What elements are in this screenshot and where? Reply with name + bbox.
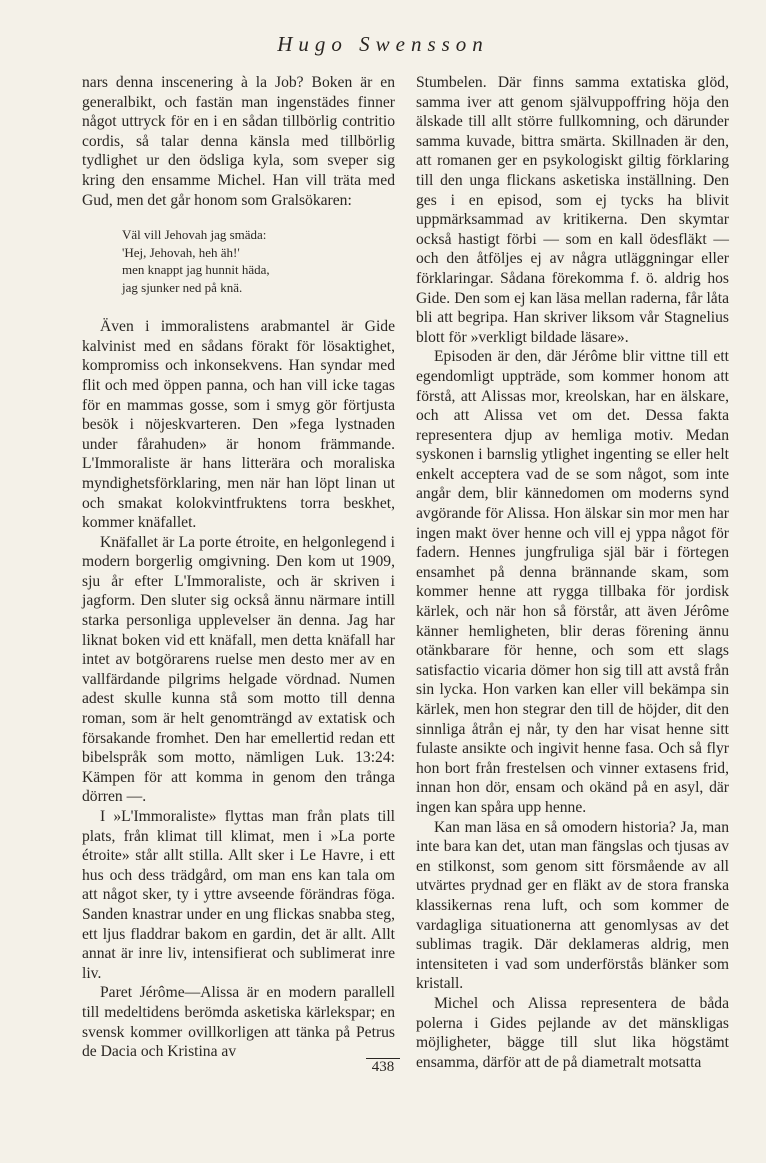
poem-line: 'Hej, Jehovah, heh äh!' [122,244,240,260]
right-column [416,73,729,1072]
paragraph: Stumbelen. Där finns samma extatiska glöd, samma iver att genom självuppoffring höja den älskade till allt större fullkomning, och därunder samma kuvade, bittra smärta. Skillnaden är den, att romanen ger en psykologiskt giltig förklaring till den unga flickans asketiska inställning. Den ges i en episod, som ej tycks ha blivit uppmärksammad av kritikerna. Den skymtar också hastigt förbi — som en kall ödesfläkt — och den åtföljes ej av några utläggningar eller förklaringar. Sådana förekomma f. ö. aldrig hos Gide. Den som ej kan läsa mellan raderna, får låta bli att begripa. Han skriver liksom vår Stagnelius blott för »verkligt bildade läsare». [416,74,729,346]
paragraph: nars denna inscenering à la Job? Boken är en generalbikt, och fastän man ingenstädes finner något uttryck för en i en sådan tillbörlig contritio cordis, så talar denna känsla med tillbörlig tydlighet ur den ödsliga kyla, som sveper sig kring den ensamme Michel. Han vill träta med Gud, men det går honom som Gralsökaren: [82,74,395,209]
paragraph: Knäfallet är La porte étroite, en helgonlegend i modern borgerlig omgivning. Den kom ut 1909, sju år efter L'Immoraliste, och är skriven i jagform. Den sluter sig också ännu närmare intill starka personliga upplevelser än denna. Jag har liknat boken vid ett knäfall, men detta knäfall har intet av botgörarens ruelse men desto mer av en vallfärdande pilgrims helgade vördnad. Numen adest skulle kunna stå som motto till denna roman, som är helt genomträngd av extatisk och försakande fromhet. Den har emellertid redan ett bibelspråk som motto, nämligen Luk. 13:24: Kämpen för att komma in genom den trånga dörren —. [82,533,395,806]
poem-line: jag sjunker ned på knä. [122,279,243,295]
paragraph: I »L'Immoraliste» flyttas man från plats till plats, från klimat till klimat, men i »La porte étroite» står allt stilla. Allt sker i Le Havre, i ett hus och dess trädgård, om man ens kan tala om att något sker, ty i yttre avseende förändras föga. Sanden knastrar under en ung flickas snabba steg, ett ljus fladdrar bakom en gardin, det är allt. Allt annat är inre liv, intensifierat och sublimerat inre liv. [82,808,395,982]
running-header: Hugo Swensson [277,32,489,56]
paragraph: Paret Jérôme—Alissa är en modern parallell till medeltidens berömda asketiska kärlekspar; en svensk kommer ovillkorligen att tänka på Petrus de Dacia och Kristina av [82,984,395,1061]
poem-line: Väl vill Jehovah jag smäda: [122,227,267,243]
left-column [82,73,395,1062]
paragraph: Michel och Alissa representera de båda polerna i Gides pejlande av det mänskligas möjligheter, bägge till slut lika högstämt ensamma, därför att de på diametralt motsatta [416,994,729,1071]
paragraph: Även i immoralistens arabmantel är Gide kalvinist med en sådans förakt för lösaktighet, kompromiss och inkonsekvens. Han syndar med flit och med öppen panna, och han vill icke tagas för en mammas gosse, som i smyg gör förtjusta besök i nöjeskvarteren. Den »fega lystnaden under fårahuden» är honom främmande. L'Immoraliste är hans litterära och moraliska myndighetsförklaring, men när han löpt linan ut och smakat kolokvintfruktens torra beskhet, kommer knäfallet. [82,318,395,532]
paragraph: Episoden är den, där Jérôme blir vittne till ett egendomligt uppträde, som kommer honom att förstå, att Alissas mor, kreolskan, har en älskare, och att Alissa vet om det. Dessa fakta representera djup av hemliga motiv. Medan syskonen i barnslig ytlighet ingenting se eller helt enkelt acceptera vad de se som något, som inte angår dem, blir kännedomen om moderns synd avgörande för Alissa. Hon älskar sin mor men har ingen makt över henne och vill ej yppa något för fadern. Hennes jungfruliga själ bär i förtegen ensamhet på denna brännande skam, som kommer henne att rygga tillbaka för jordisk kärlek, och när hon så förstår, att även Jérôme känner hemligheten, blir deras förening ännu otänkbarare för henne, och som ett slags satisfactio vicaria dömer hon sig till att avstå från sin lycka. Hon varken kan eller vill bekämpa sin kärlek, men hon stegrar den till de höjder, dit den sinnliga åtrån ej når, ty den har visat henne sitt fulaste ansikte och ingivit henne fasa. Och så flyr hon bort från frestelsen och vinner extasens frid, innan hon dör, ensam och okänd på en asyl, där ingen kan spåra upp henne. [416,348,729,816]
page-number [0,1059,766,1076]
paragraph: Kan man läsa en så omodern historia? Ja, man inte bara kan det, utan man fängslas och tjusas av en stilkonst, som genom sitt försmående av all utvärtes prydnad ger en fläkt av de stora franska klassikernas rena luft, och som kommer de vardagliga situationerna att genomlysas av det sublimas tragik. Där deklameras aldrig, men intensiteten i vad som underförstås blänker som kristall. [416,818,729,993]
page-number-text: 438 [366,1058,401,1075]
poem-quote [122,226,395,296]
poem-line: men knappt jag hunnit häda, [122,262,270,278]
